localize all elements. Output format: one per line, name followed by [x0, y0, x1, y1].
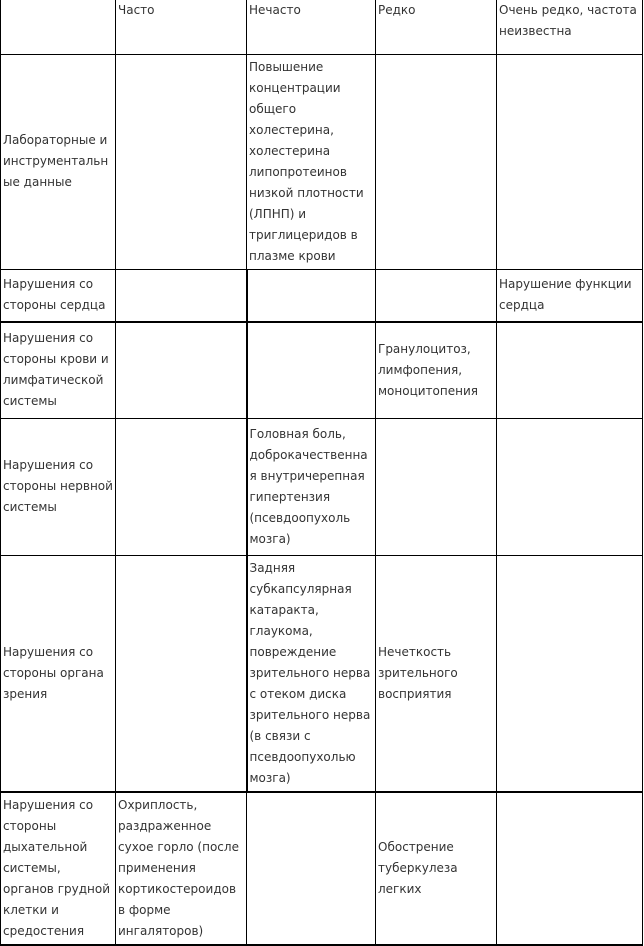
infrequent-cell	[247, 269, 376, 322]
table-row	[1, 322, 643, 418]
category-cell: Нарушения со стороны органа зрения	[1, 555, 116, 792]
frequent-cell	[116, 555, 247, 792]
very-rare-cell	[497, 418, 643, 555]
category-cell: Нарушения со стороны сердца	[1, 269, 116, 322]
infrequent-cell	[247, 322, 376, 418]
infrequent-cell: Головная боль, доброкачественная внутричерепная гипертензия (псевдоопухоль мозга)	[247, 418, 376, 555]
infrequent-cell	[247, 792, 376, 945]
very-rare-cell	[497, 54, 643, 269]
infrequent-cell: Повышение концентрации общего холестерина, холестерина липопротеинов низкой плотности (ЛПНП) и триглицеридов в плазме крови	[247, 54, 376, 269]
table-row	[1, 269, 643, 322]
very-rare-cell	[497, 555, 643, 792]
table-header-row	[1, 0, 643, 54]
rare-cell: Гранулоцитоз, лимфопения, моноцитопения	[376, 322, 497, 418]
table-row	[1, 792, 643, 945]
category-cell: Лабораторные и инструментальные данные	[1, 54, 116, 269]
header-cell-infrequent: Нечасто	[247, 0, 376, 54]
very-rare-cell	[497, 322, 643, 418]
rare-cell: Обострение туберкулеза легких	[376, 792, 497, 945]
rare-cell	[376, 418, 497, 555]
header-cell-category	[1, 0, 116, 54]
header-cell-very-rare: Очень редко, частота неизвестна	[497, 0, 643, 54]
frequent-cell: Охриплость, раздраженное сухое горло (после применения кортикостероидов в форме ингаляторов)	[116, 792, 247, 945]
category-cell: Нарушения со стороны дыхательной системы, органов грудной клетки и средостения	[1, 792, 116, 945]
frequent-cell	[116, 54, 247, 269]
rare-cell	[376, 269, 497, 322]
category-cell: Нарушения со стороны крови и лимфатической системы	[1, 322, 116, 418]
rare-cell	[376, 54, 497, 269]
very-rare-cell	[497, 792, 643, 945]
category-cell: Нарушения со стороны нервной системы	[1, 418, 116, 555]
table-row	[1, 418, 643, 555]
frequent-cell	[116, 418, 247, 555]
infrequent-cell: Задняя субкапсулярная катаракта, глаукома, повреждение зрительного нерва с отеком диска зрительного нерва (в связи с псевдоопухолью мозга)	[247, 555, 376, 792]
table-row	[1, 54, 643, 269]
header-cell-rare: Редко	[376, 0, 497, 54]
frequent-cell	[116, 322, 247, 418]
header-cell-frequent: Часто	[116, 0, 247, 54]
rare-cell: Нечеткость зрительного восприятия	[376, 555, 497, 792]
table-row	[1, 555, 643, 792]
very-rare-cell: Нарушение функции сердца	[497, 269, 643, 322]
frequent-cell	[116, 269, 247, 322]
